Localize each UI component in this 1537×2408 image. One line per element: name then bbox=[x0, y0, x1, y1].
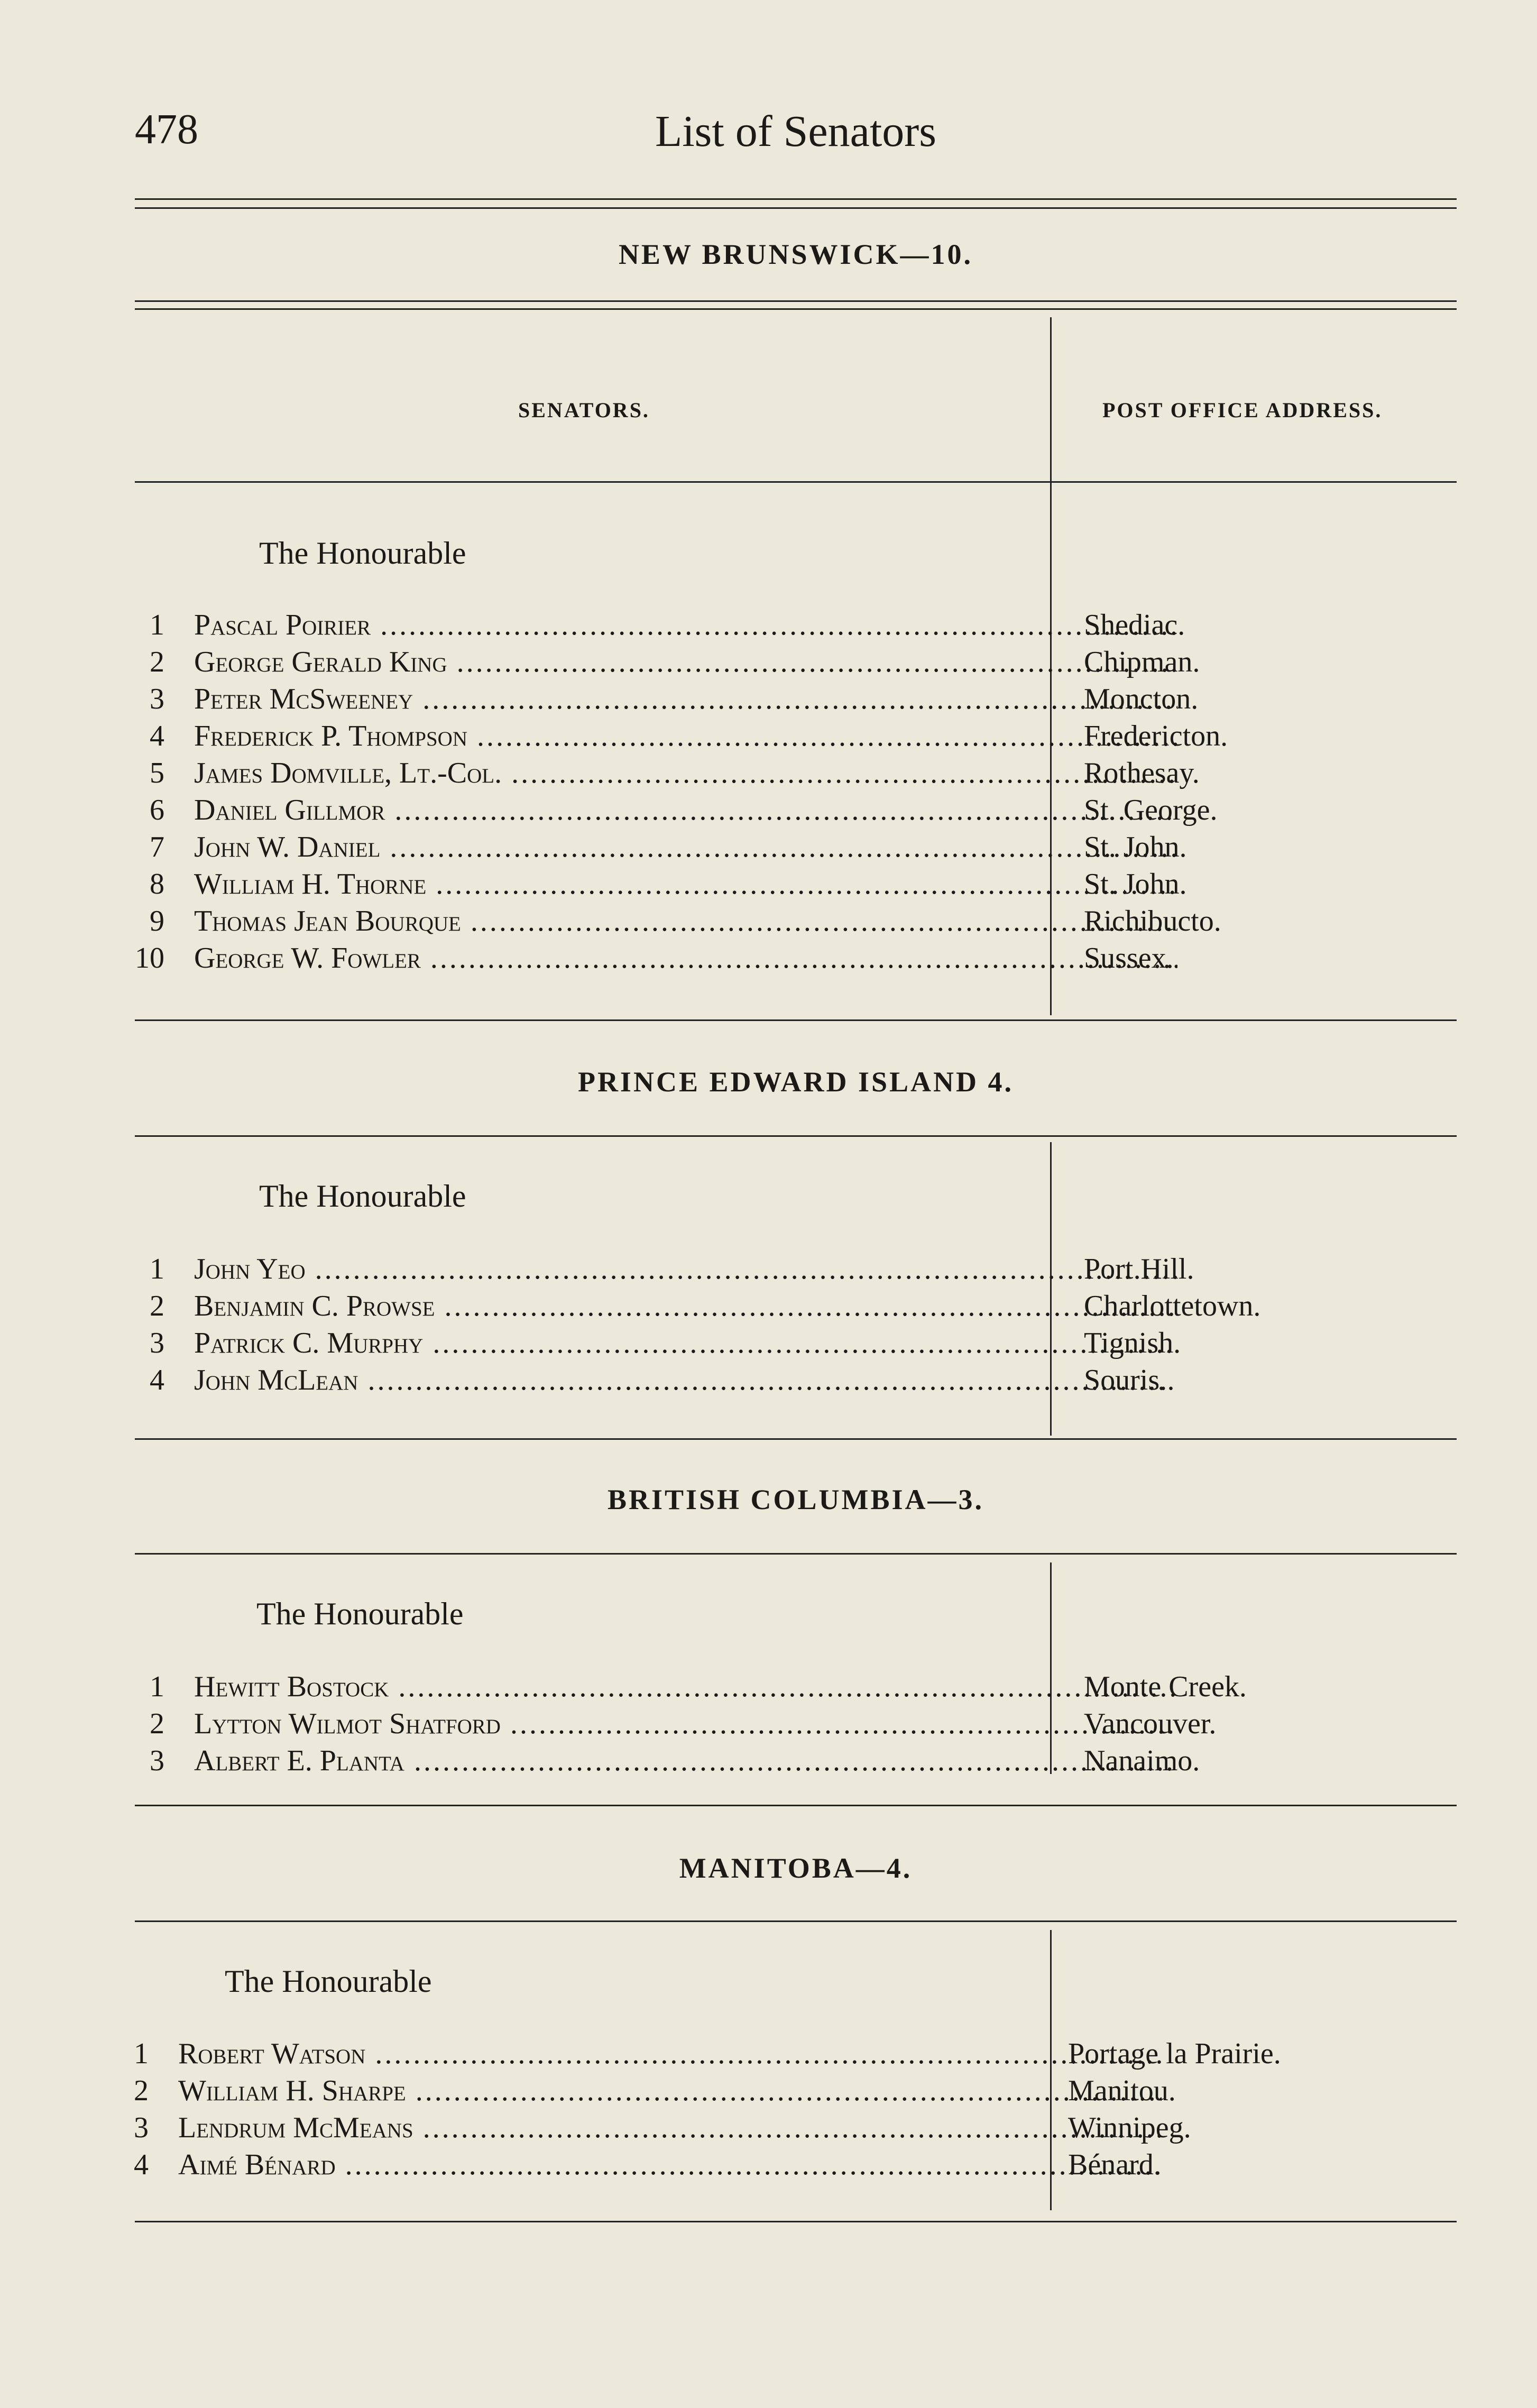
senator-row bbox=[135, 756, 1457, 793]
senator-row bbox=[135, 1289, 1457, 1326]
section-title-prince-edward-island: PRINCE EDWARD ISLAND 4. bbox=[577, 1066, 1014, 1098]
senator-name: Lytton Wilmot Shatford ..... bbox=[194, 1707, 1177, 1741]
post-office-address: Souris. bbox=[1084, 1364, 1167, 1396]
divider bbox=[135, 1920, 1457, 1922]
senator-row bbox=[135, 830, 1457, 867]
honourable-label: The Honourable bbox=[259, 1179, 466, 1214]
post-office-address: Port Hill. bbox=[1084, 1253, 1194, 1285]
senator-row bbox=[135, 682, 1457, 719]
senator-row bbox=[135, 719, 1457, 756]
post-office-address: Rothesay. bbox=[1084, 757, 1200, 789]
page-number: 478 bbox=[135, 106, 198, 153]
row-number: 5 bbox=[150, 757, 164, 789]
divider bbox=[135, 1805, 1457, 1806]
honourable-label: The Honourable bbox=[259, 536, 466, 571]
divider bbox=[135, 1135, 1457, 1137]
post-office-address: Shediac. bbox=[1084, 609, 1185, 641]
post-office-address: Sussex. bbox=[1084, 942, 1174, 975]
senator-row bbox=[135, 1252, 1457, 1289]
senator-name: Hewitt Bostock ..... bbox=[194, 1670, 1177, 1704]
senator-row bbox=[135, 1707, 1457, 1744]
post-office-address: Monte Creek. bbox=[1084, 1670, 1247, 1703]
senator-name: James Domville, Lt.-Col. ..... bbox=[194, 756, 1177, 790]
divider bbox=[135, 1019, 1457, 1021]
divider bbox=[135, 300, 1457, 302]
senator-row bbox=[119, 2037, 1441, 2074]
row-number: 7 bbox=[150, 831, 164, 863]
row-number: 2 bbox=[134, 2074, 149, 2107]
divider bbox=[135, 308, 1457, 310]
section-title-new-brunswick: NEW BRUNSWICK—10. bbox=[618, 238, 973, 270]
senator-row bbox=[135, 1670, 1457, 1707]
row-number: 2 bbox=[150, 646, 164, 678]
honourable-label: The Honourable bbox=[225, 1964, 432, 1999]
senator-name: John W. Daniel ..... bbox=[194, 830, 1177, 864]
divider bbox=[135, 207, 1457, 209]
post-office-address: Chipman. bbox=[1084, 646, 1200, 678]
senator-row bbox=[135, 608, 1457, 645]
senator-row bbox=[135, 904, 1457, 941]
row-number: 10 bbox=[135, 942, 164, 975]
row-number: 2 bbox=[150, 1707, 164, 1740]
senator-name: Benjamin C. Prowse ..... bbox=[194, 1289, 1177, 1323]
post-office-address: Charlottetown. bbox=[1084, 1290, 1261, 1322]
senator-name: Robert Watson ..... bbox=[178, 2037, 1162, 2071]
row-number: 6 bbox=[150, 794, 164, 826]
header-underline bbox=[135, 481, 1457, 483]
senator-name: Aimé Bénard ..... bbox=[178, 2148, 1162, 2182]
honourable-label: The Honourable bbox=[256, 1596, 464, 1631]
senator-name: Frederick P. Thompson ..... bbox=[194, 719, 1177, 753]
post-office-address: Fredericton. bbox=[1084, 720, 1228, 752]
page-header bbox=[135, 106, 1457, 169]
row-number: 8 bbox=[150, 868, 164, 900]
post-office-address: Moncton. bbox=[1084, 683, 1199, 715]
row-number: 1 bbox=[150, 1670, 164, 1703]
senator-row bbox=[119, 2148, 1441, 2185]
post-office-address: St. John. bbox=[1084, 831, 1187, 863]
senator-name: William H. Sharpe ..... bbox=[178, 2074, 1162, 2108]
senator-name: George W. Fowler ..... bbox=[194, 941, 1177, 975]
row-number: 3 bbox=[150, 1744, 164, 1777]
row-number: 3 bbox=[150, 1327, 164, 1359]
column-header-senators: SENATORS. bbox=[518, 398, 650, 422]
post-office-address: Portage la Prairie. bbox=[1068, 2037, 1281, 2070]
senator-name: Albert E. Planta ..... bbox=[194, 1744, 1177, 1778]
senator-row bbox=[135, 941, 1457, 978]
divider bbox=[135, 2221, 1457, 2222]
row-number: 1 bbox=[134, 2037, 149, 2070]
senator-name: Lendrum McMeans ..... bbox=[178, 2111, 1162, 2145]
senator-row bbox=[119, 2111, 1441, 2148]
senator-row bbox=[135, 867, 1457, 904]
senator-name: Pascal Poirier ..... bbox=[194, 608, 1177, 642]
column-header-address: POST OFFICE ADDRESS. bbox=[1102, 398, 1383, 422]
senator-name: Peter McSweeney ..... bbox=[194, 682, 1177, 716]
row-number: 9 bbox=[150, 905, 164, 938]
senator-name: Daniel Gillmor ..... bbox=[194, 793, 1177, 827]
senator-row bbox=[135, 645, 1457, 682]
senator-name: John Yeo ..... bbox=[194, 1252, 1177, 1286]
senator-name: John McLean ..... bbox=[194, 1363, 1177, 1397]
senator-name: William H. Thorne ..... bbox=[194, 867, 1177, 901]
post-office-address: Nanaimo. bbox=[1084, 1744, 1200, 1777]
senator-name: George Gerald King ..... bbox=[194, 645, 1177, 679]
row-number: 3 bbox=[134, 2111, 149, 2144]
post-office-address: Manitou. bbox=[1068, 2074, 1176, 2107]
post-office-address: St. George. bbox=[1084, 794, 1218, 826]
senator-row bbox=[135, 1363, 1457, 1400]
post-office-address: Winnipeg. bbox=[1068, 2111, 1191, 2144]
row-number: 3 bbox=[150, 683, 164, 715]
row-number: 4 bbox=[150, 720, 164, 752]
running-title: List of Senators bbox=[655, 107, 936, 156]
senator-name: Thomas Jean Bourque ..... bbox=[194, 904, 1177, 938]
divider bbox=[135, 1553, 1457, 1555]
row-number: 1 bbox=[150, 609, 164, 641]
row-number: 2 bbox=[150, 1290, 164, 1322]
senator-row bbox=[135, 1326, 1457, 1363]
row-number: 4 bbox=[134, 2148, 149, 2181]
post-office-address: St. John. bbox=[1084, 868, 1187, 900]
senator-row bbox=[119, 2074, 1441, 2111]
divider bbox=[135, 198, 1457, 200]
post-office-address: Bénard. bbox=[1068, 2148, 1161, 2181]
post-office-address: Vancouver. bbox=[1084, 1707, 1217, 1740]
post-office-address: Richibucto. bbox=[1084, 905, 1221, 938]
section-title-british-columbia: BRITISH COLUMBIA—3. bbox=[607, 1484, 984, 1515]
senator-row bbox=[135, 1744, 1457, 1781]
senator-name: Patrick C. Murphy ..... bbox=[194, 1326, 1177, 1360]
senator-row bbox=[135, 793, 1457, 830]
row-number: 1 bbox=[150, 1253, 164, 1285]
post-office-address: Tignish. bbox=[1084, 1327, 1181, 1359]
row-number: 4 bbox=[150, 1364, 164, 1396]
divider bbox=[135, 1438, 1457, 1440]
section-title-manitoba: MANITOBA—4. bbox=[679, 1852, 913, 1884]
